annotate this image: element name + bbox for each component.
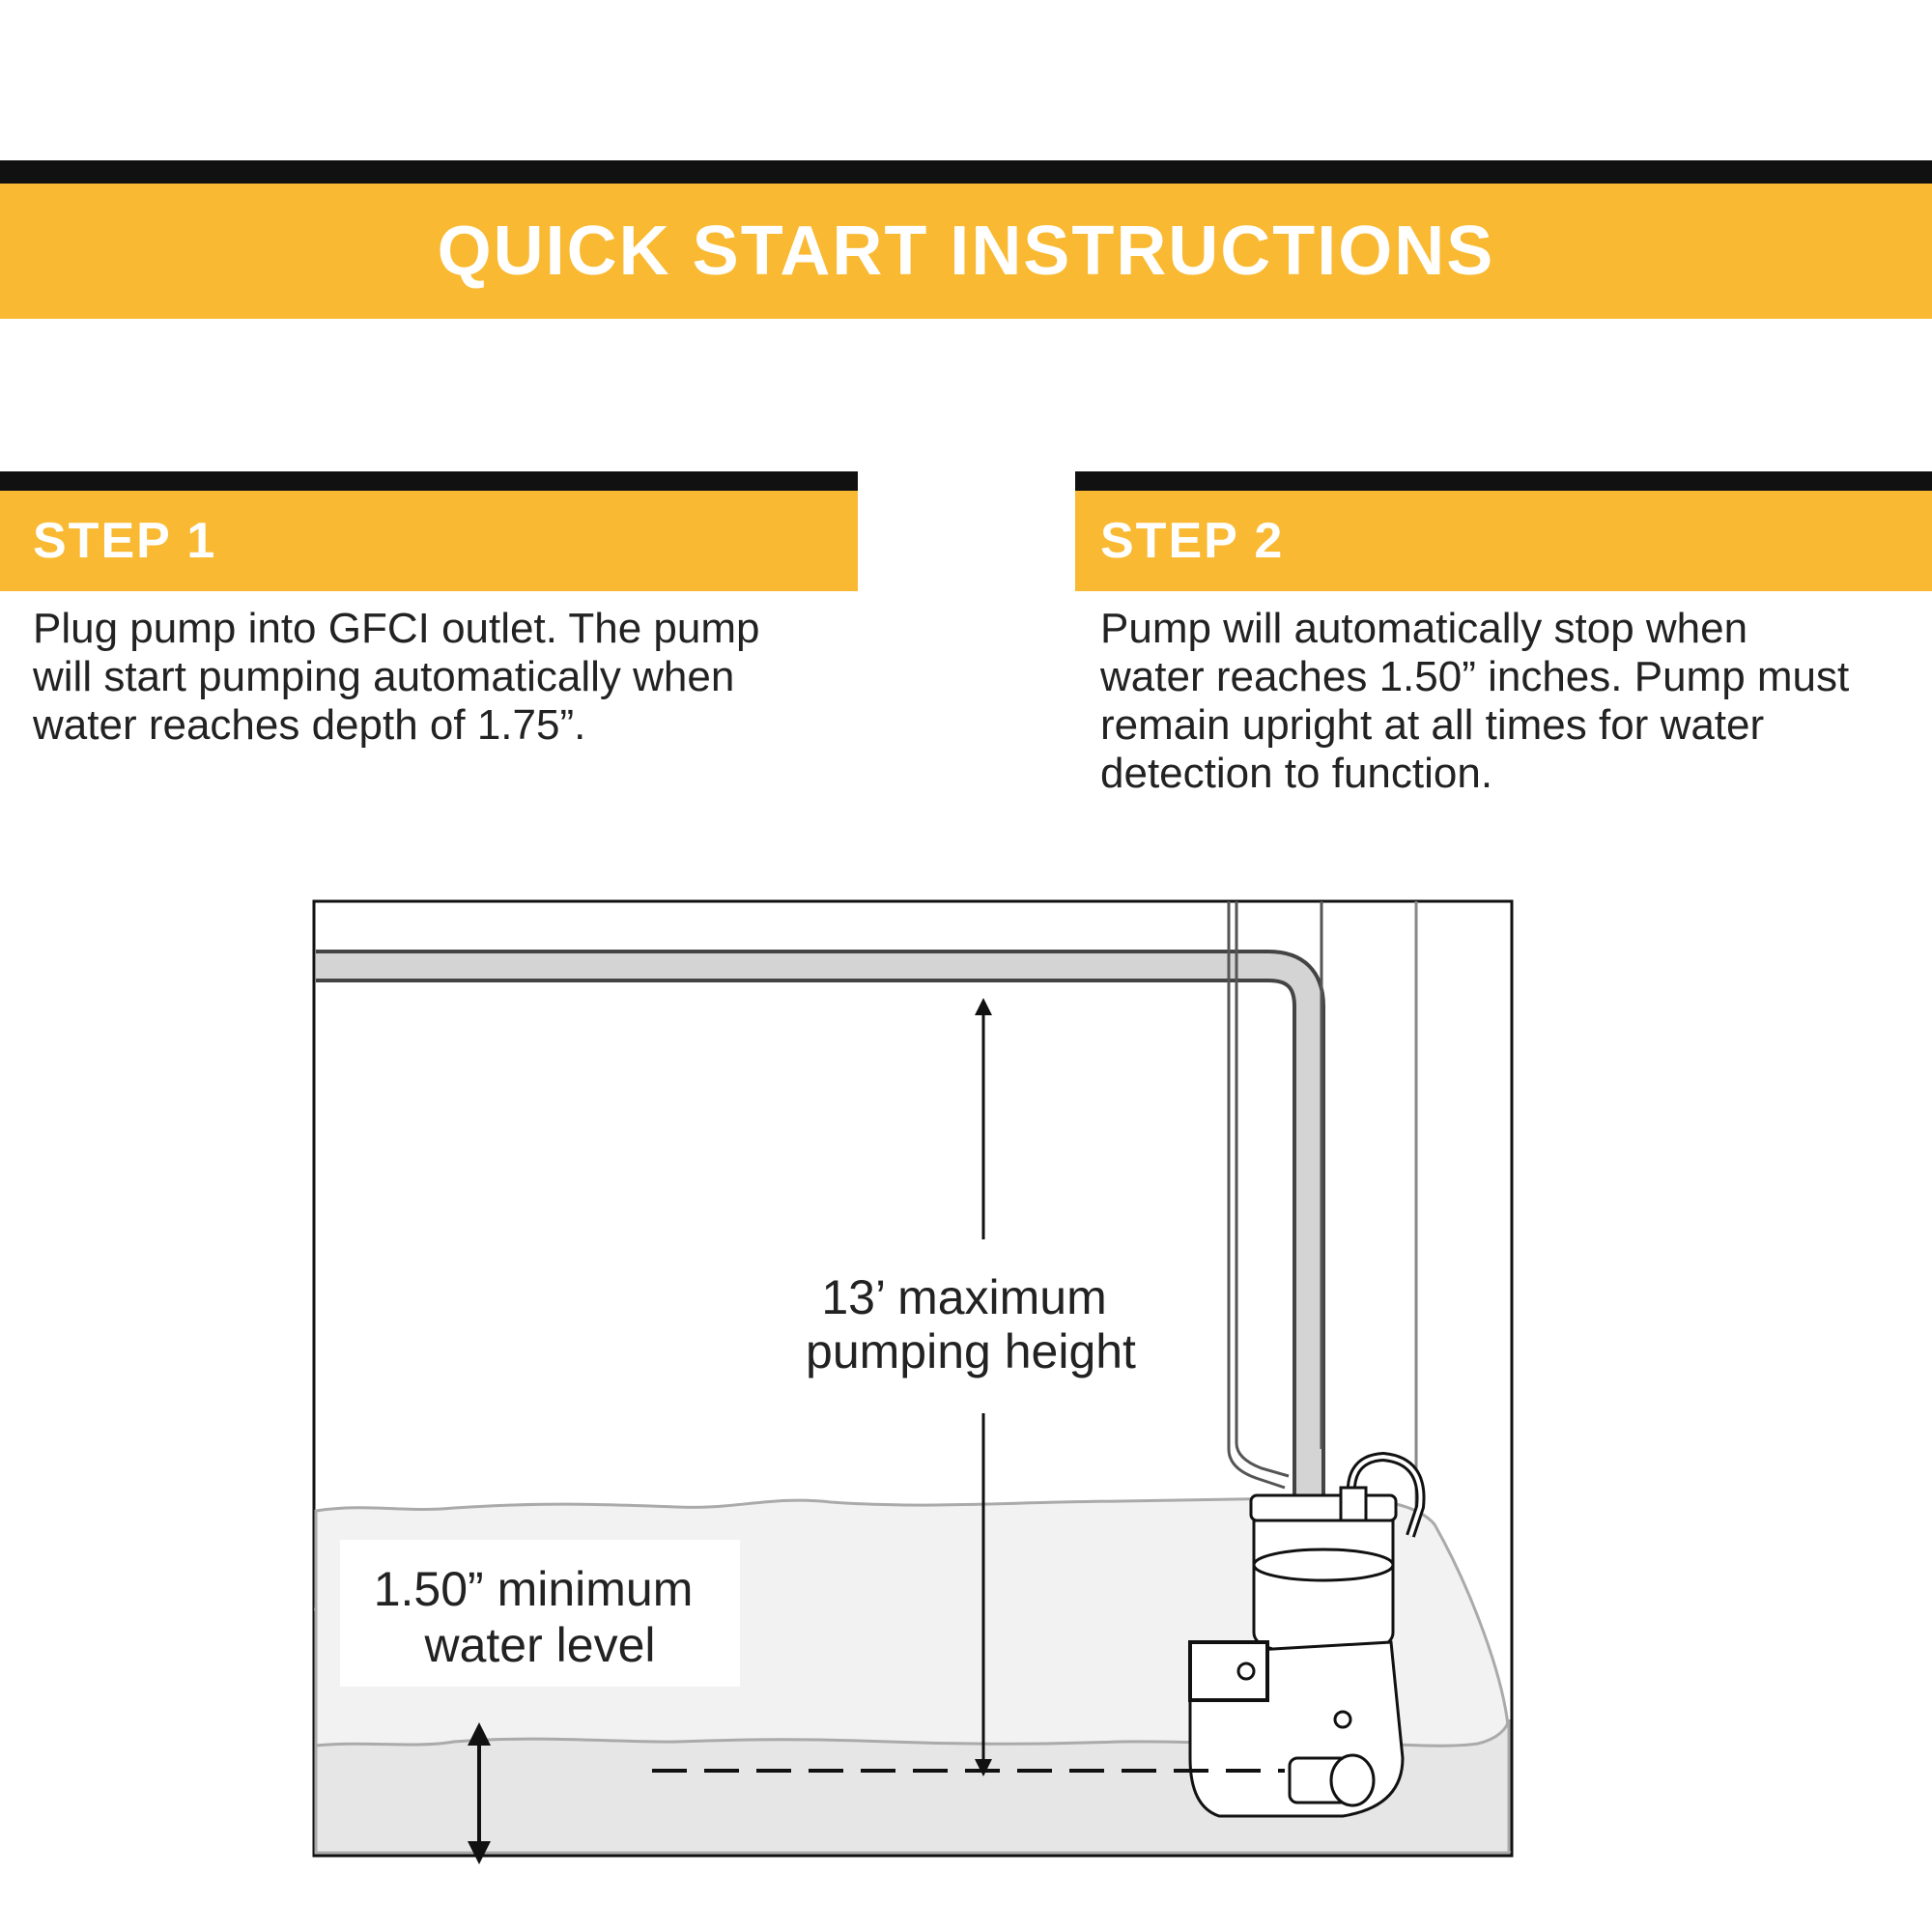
step-2-line: Pump will automatically stop when (1100, 605, 1748, 652)
step-2-line: remain upright at all times for water (1100, 701, 1765, 749)
water-level-label-line-1: 1.50” minimum (373, 1562, 694, 1616)
height-label (806, 1270, 1136, 1378)
page-title: QUICK START INSTRUCTIONS (437, 213, 1495, 290)
water-level-label-line-2: water level (424, 1618, 656, 1672)
height-label-line-1: 13’ maximum (821, 1270, 1107, 1324)
step-2-title: STEP 2 (1100, 513, 1285, 569)
step-1-line: Plug pump into GFCI outlet. The pump (33, 605, 760, 652)
step-1-line: water reaches depth of 1.75”. (33, 701, 586, 749)
step-2-line: water reaches 1.50” inches. Pump must (1100, 653, 1850, 700)
step-1-line: will start pumping automatically when (33, 653, 735, 700)
step-2-line: detection to function. (1100, 750, 1493, 797)
height-label-line-2: pumping height (806, 1324, 1136, 1378)
step-1-title: STEP 1 (33, 513, 217, 569)
